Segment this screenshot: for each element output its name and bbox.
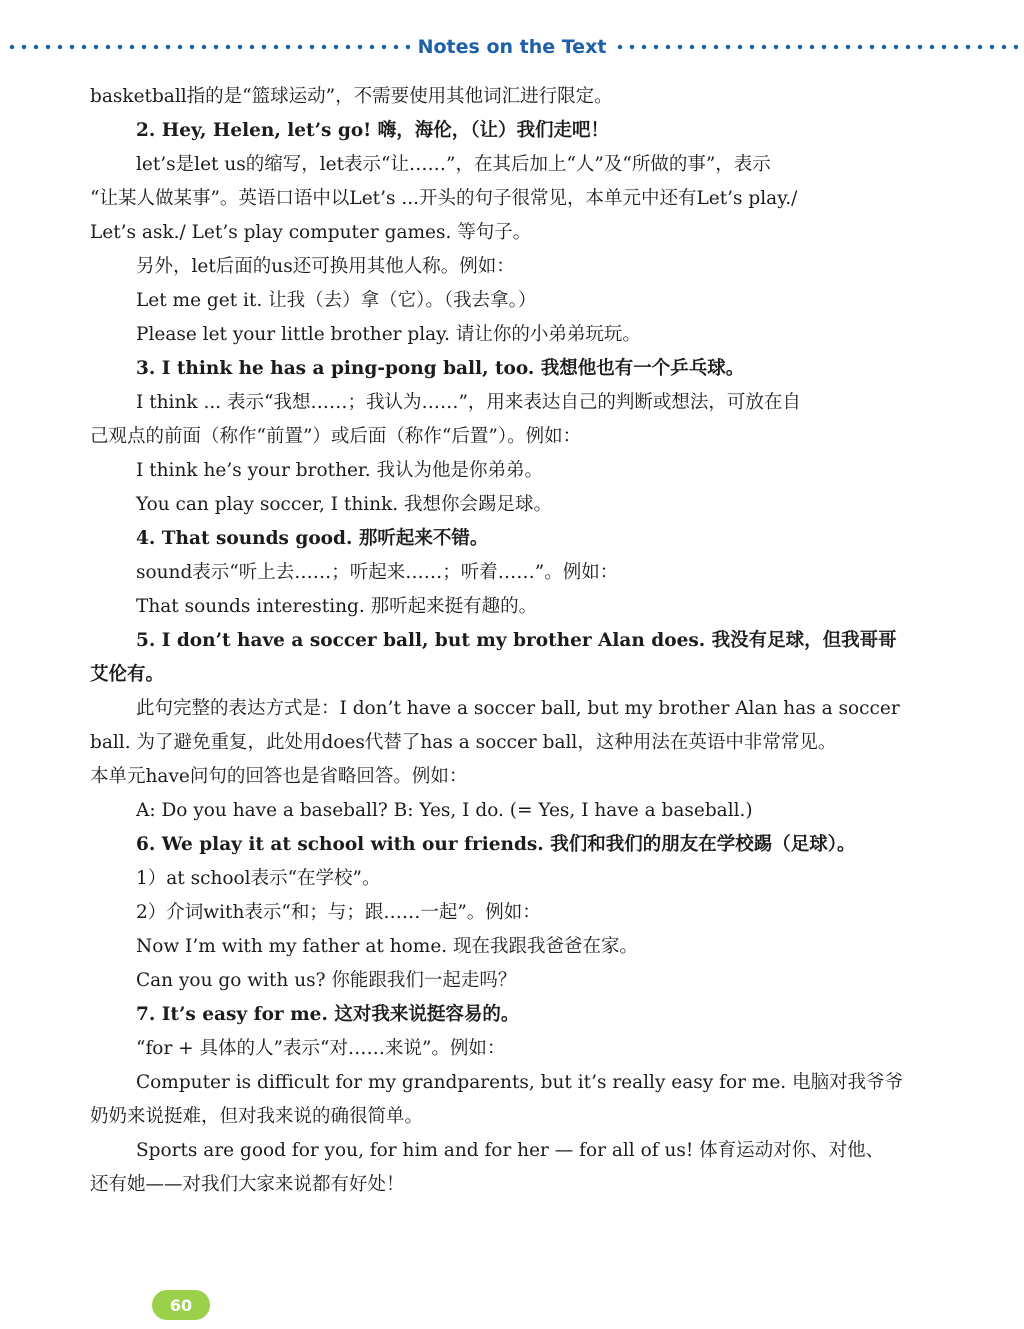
example-line: Please let your little brother play. 请让你的小弟弟玩玩。 — [136, 324, 641, 345]
section-title: Notes on the Text — [417, 36, 607, 58]
note-heading-4: 4. That sounds good. 那听起来不错。 — [136, 528, 489, 549]
text-line: basketball指的是“篮球运动”，不需要使用其他词汇进行限定。 — [90, 86, 613, 107]
dotted-rule-left — [6, 44, 410, 50]
page-number: 60 — [152, 1290, 210, 1320]
note-heading-5: 5. I don’t have a soccer ball, but my brother Alan does. 我没有足球，但我哥哥 — [136, 630, 897, 651]
text-line: “for + 具体的人”表示“对……来说”。例如： — [136, 1038, 506, 1059]
text-line: 2）介词with表示“和；与；跟……一起”。例如： — [136, 902, 541, 923]
example-line: Let me get it. 让我（去）拿（它）。（我去拿。） — [136, 290, 537, 311]
note-heading-3: 3. I think he has a ping-pong ball, too. 我想他也有一个乒乓球。 — [136, 358, 745, 379]
text-line: 己观点的前面（称作“前置”）或后面（称作“后置”）。例如： — [90, 426, 582, 447]
text-line: ball. 为了避免重复，此处用does代替了has a soccer ball，这种用法在英语中非常常见。 — [90, 732, 837, 753]
dotted-rule-right — [614, 44, 1018, 50]
note-heading-6: 6. We play it at school with our friends. 我们和我们的朋友在学校踢（足球）。 — [136, 834, 856, 855]
example-line: You can play soccer, I think. 我想你会踢足球。 — [136, 494, 553, 515]
note-heading-5-continued: 艾伦有。 — [90, 664, 165, 685]
text-line: 此句完整的表达方式是：I don’t have a soccer ball, but my brother Alan has a soccer — [136, 698, 900, 719]
text-line: 1）at school表示“在学校”。 — [136, 868, 381, 889]
text-line: 本单元have问句的回答也是省略回答。例如： — [90, 766, 468, 787]
text-line: sound表示“听上去……；听起来……；听着……”。例如： — [136, 562, 619, 583]
example-line: Now I’m with my father at home. 现在我跟我爸爸在家。 — [136, 936, 639, 957]
note-heading-2: 2. Hey, Helen, let’s go! 嗨，海伦，（让）我们走吧！ — [136, 120, 609, 141]
text-line: “让某人做某事”。英语口语中以Let’s ...开头的句子很常见，本单元中还有Let’s play./ — [90, 188, 798, 209]
example-line: I think he’s your brother. 我认为他是你弟弟。 — [136, 460, 544, 481]
example-line: Computer is difficult for my grandparents, but it’s really easy for me. 电脑对我爷爷 — [136, 1072, 904, 1093]
example-line: A: Do you have a baseball? B: Yes, I do. (= Yes, I have a baseball.) — [136, 800, 753, 821]
note-heading-7: 7. It’s easy for me. 这对我来说挺容易的。 — [136, 1004, 520, 1025]
example-line: 奶奶来说挺难，但对我来说的确很简单。 — [90, 1106, 424, 1127]
example-line: Can you go with us? 你能跟我们一起走吗？ — [136, 970, 517, 991]
text-line: I think ... 表示“我想……；我认为……”，用来表达自己的判断或想法，可放在自 — [136, 392, 801, 413]
text-line: Let’s ask./ Let’s play computer games. 等句子。 — [90, 222, 532, 243]
example-line: 还有她——对我们大家来说都有好处！ — [90, 1174, 405, 1195]
section-header — [0, 30, 1024, 64]
text-line: let’s是let us的缩写，let表示“让……”，在其后加上“人”及“所做的事”，表示 — [136, 154, 771, 175]
example-line: That sounds interesting. 那听起来挺有趣的。 — [136, 596, 538, 617]
example-line: Sports are good for you, for him and for her — for all of us! 体育运动对你、对他、 — [136, 1140, 885, 1161]
notes-body — [90, 80, 982, 1202]
text-line: 另外，let后面的us还可换用其他人称。例如： — [136, 256, 515, 277]
